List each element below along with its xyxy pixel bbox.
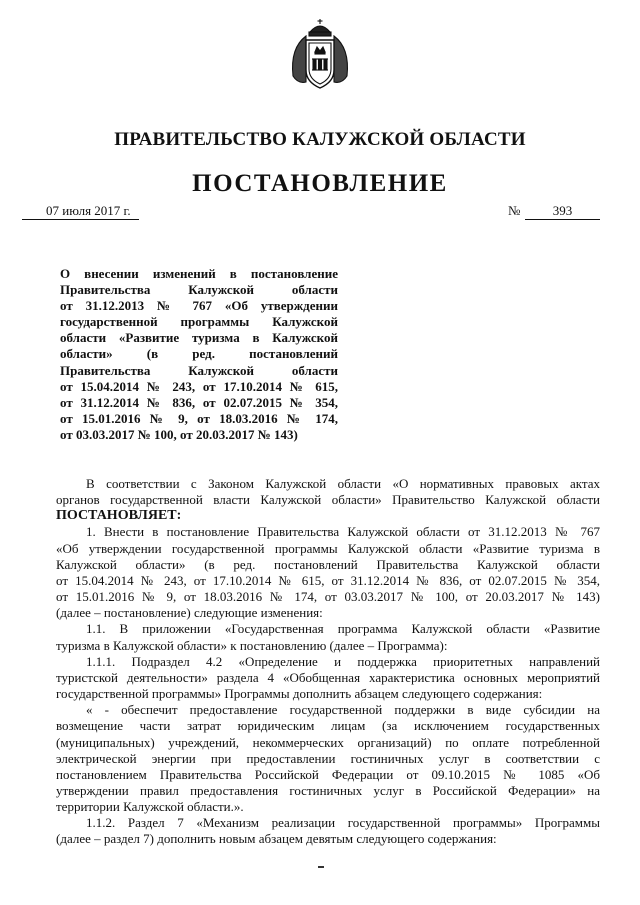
subject-line: области» (в ред. постановлений xyxy=(60,346,338,362)
body-line: «Об утверждении государственной программы Калужской области «Развитие туризма в xyxy=(56,540,600,556)
document-number: 393 xyxy=(525,203,600,220)
body-line: туризма в Калужской области» к постановлению (далее – Программа): xyxy=(56,637,448,653)
coat-of-arms-icon xyxy=(286,18,354,92)
body-line: возмещение части затрат юридическим лицам (за исключением государственных xyxy=(56,718,600,734)
body-line: (муниципальных) учреждений, некоммерческих организаций) по оплате потребленной xyxy=(56,734,600,750)
body-line: электрической энергии при предоставлении гостиничных услуг в соответствии с xyxy=(56,750,600,766)
resolution-keyword: ПОСТАНОВЛЯЕТ: xyxy=(56,508,182,524)
document-type-heading: ПОСТАНОВЛЕНИЕ xyxy=(192,170,448,197)
body-line: Калужской области» (в ред. постановлений Правительства Калужской области xyxy=(56,556,600,572)
body-line: (далее – раздел 7) дополнить новым абзацем девятым следующего содержания: xyxy=(56,831,497,847)
body-line: (далее – постановление) следующие изменения: xyxy=(56,605,323,621)
subject-line: от 31.12.2013 № 767 «Об утверждении xyxy=(60,298,338,314)
body-line: утверждении правил предоставления гостиничных услуг в Российской Федерации» на xyxy=(56,782,600,798)
subject-line: области «Развитие туризма в Калужской xyxy=(60,330,338,346)
body-line: территории Калужской области.». xyxy=(56,799,244,815)
body-line: 1.1.2. Раздел 7 «Механизм реализации государственной программы» Программы xyxy=(86,815,600,831)
body-line: от 15.01.2016 № 9, от 18.03.2016 № 174, от 03.03.2017 № 100, от 20.03.2017 № 143) xyxy=(56,589,600,605)
body-line: 1.1.1. Подраздел 4.2 «Определение и поддержка приоритетных направлений xyxy=(86,653,600,669)
body-line: В соответствии с Законом Калужской области «О нормативных правовых актах xyxy=(86,476,600,491)
subject-line: Правительства Калужской области xyxy=(60,282,338,298)
subject-line: государственной программы Калужской xyxy=(60,314,338,330)
document-body xyxy=(56,476,600,848)
document-date: 07 июля 2017 г. xyxy=(22,203,139,220)
subject-line: от 15.04.2014 № 243, от 17.10.2014 № 615, xyxy=(60,378,338,394)
body-line: « - обеспечит предоставление государственной поддержки в виде субсидии на xyxy=(86,702,600,718)
body-line: государственной программы» Программы дополнить абзацем следующего содержания: xyxy=(56,686,543,702)
body-line: органов государственной власти Калужской области» Правительство Калужской области xyxy=(56,492,600,508)
document-number-label: № xyxy=(508,203,521,218)
subject-line: от 31.12.2014 № 836, от 02.07.2015 № 354, xyxy=(60,394,338,410)
subject-line: от 15.01.2016 № 9, от 18.03.2016 № 174, xyxy=(60,410,338,426)
subject-line: Правительства Калужской области xyxy=(60,362,338,378)
body-line: постановлением Правительства Российской Федерации от 09.10.2015 № 1085 «Об xyxy=(56,766,600,782)
body-line: туристской деятельности» раздела 4 «Обобщенная характеристика основных мероприятий xyxy=(56,669,600,685)
body-line: 1. Внести в постановление Правительства Калужской области от 31.12.2013 № 767 xyxy=(86,524,600,540)
page-mark xyxy=(318,866,324,868)
body-line: от 15.04.2014 № 243, от 17.10.2014 № 615, от 31.12.2014 № 836, от 02.07.2015 № 354, xyxy=(56,572,600,588)
subject-line: О внесении изменений в постановление xyxy=(60,266,338,281)
body-line: 1.1. В приложении «Государственная программа Калужской области «Развитие xyxy=(86,621,600,637)
subject-line: от 03.03.2017 № 100, от 20.03.2017 № 143) xyxy=(60,426,298,442)
government-title: ПРАВИТЕЛЬСТВО КАЛУЖСКОЙ ОБЛАСТИ xyxy=(114,129,526,150)
document-subject xyxy=(60,266,338,443)
